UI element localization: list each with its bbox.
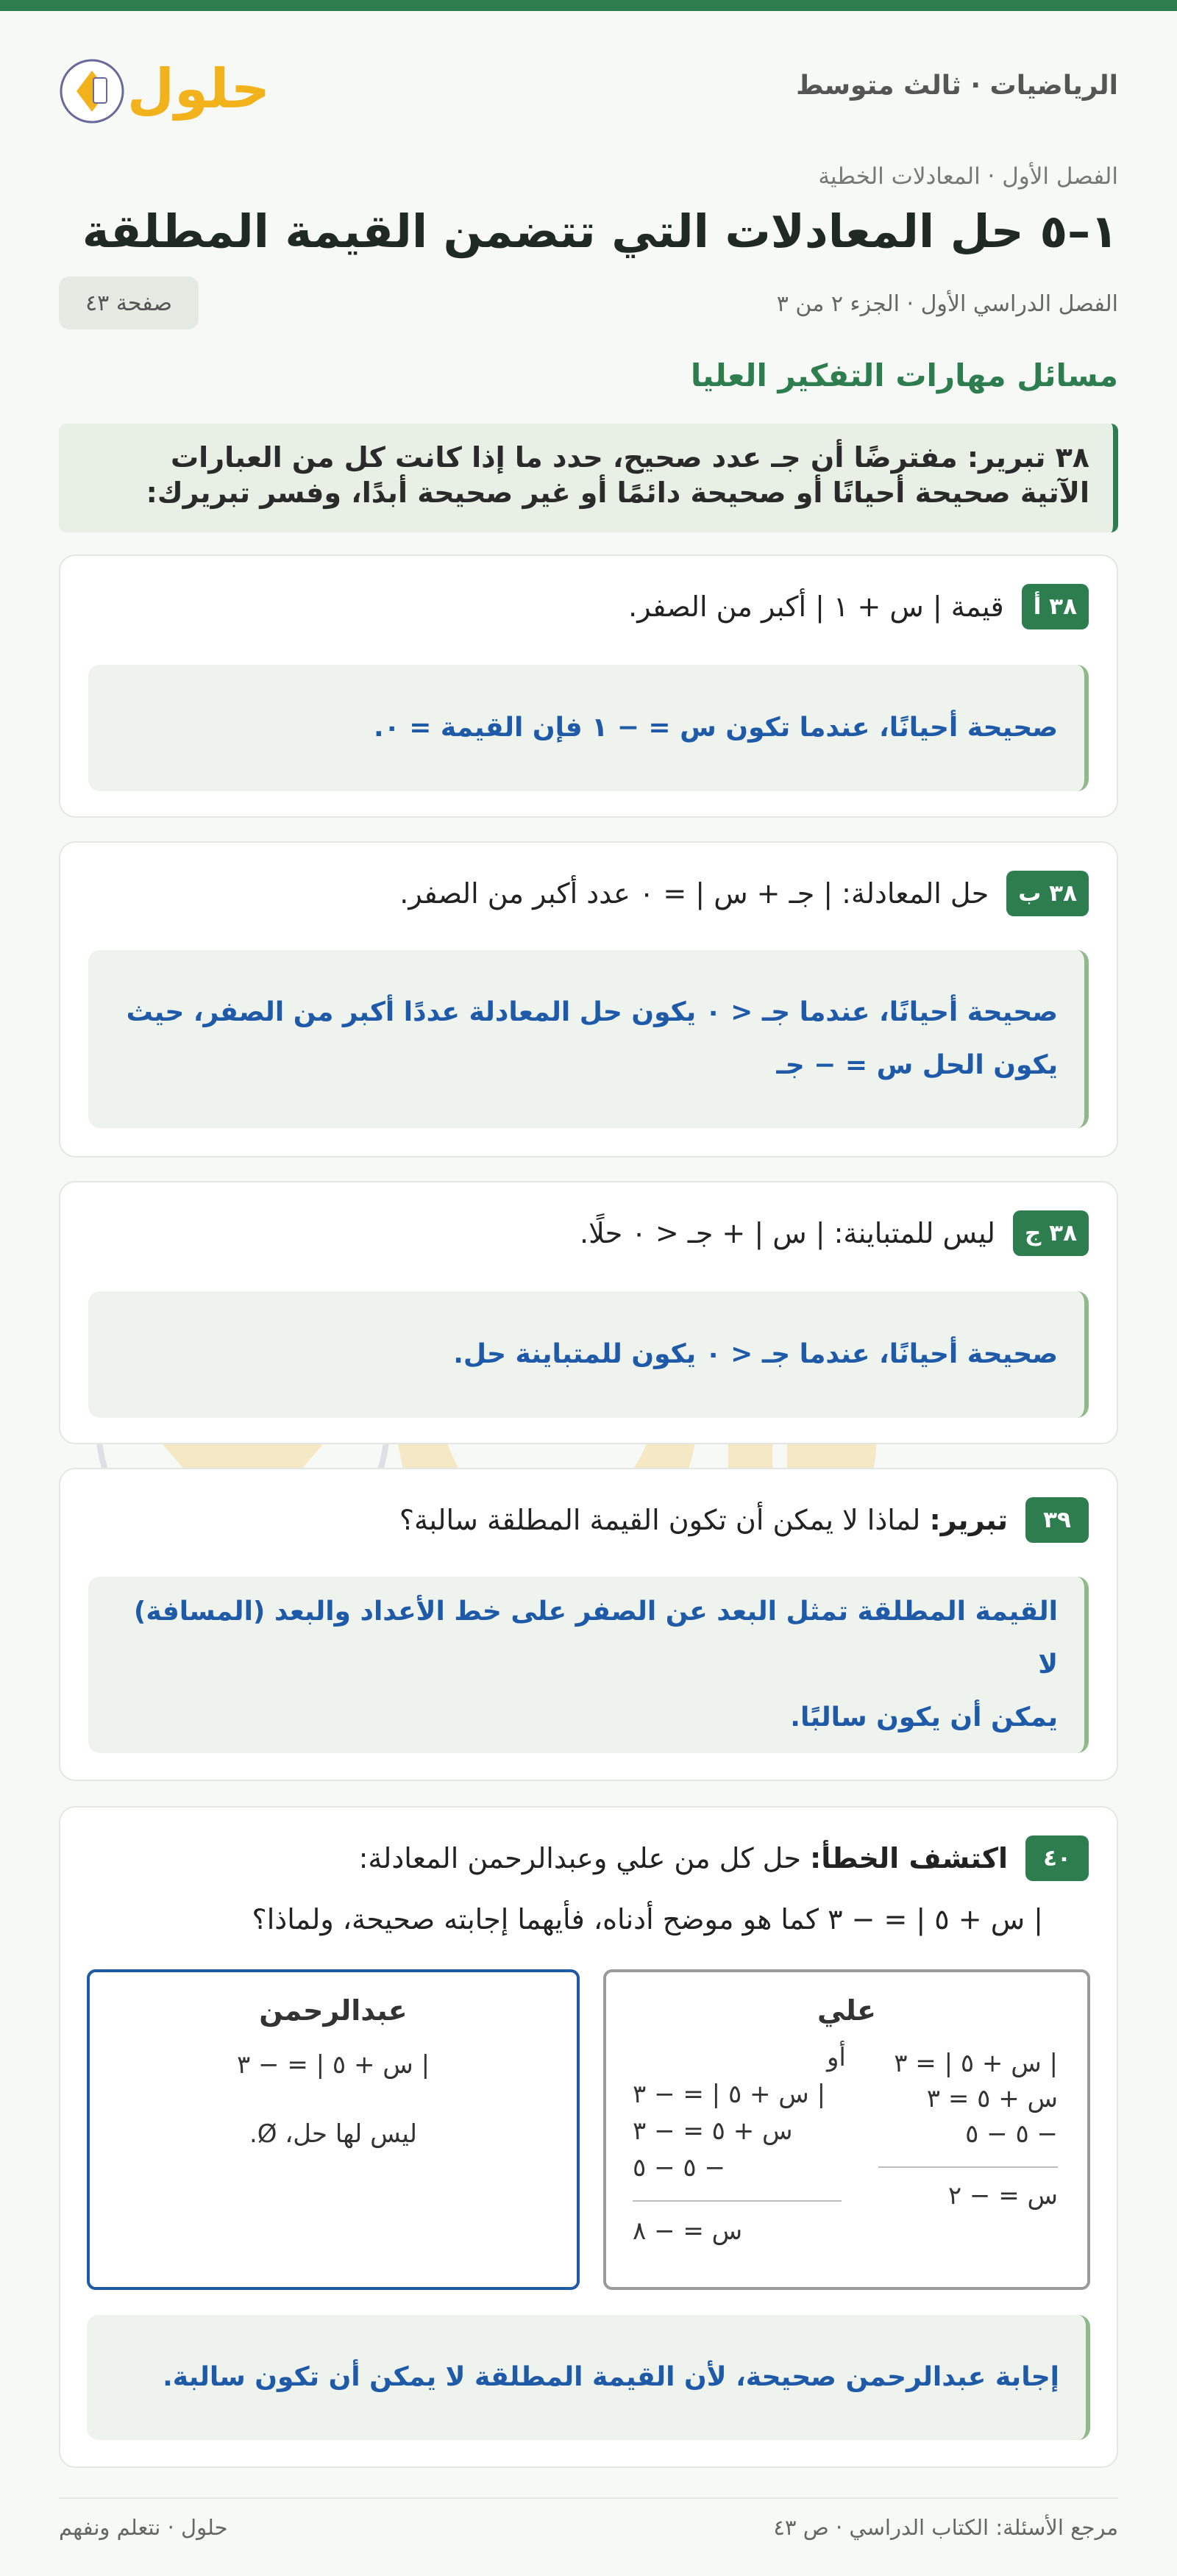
intro-line-1: ٣٨ تبرير: مفترضًا أن جـ عدد صحيح، حدد ما إذا كانت كل من العبارات (171, 441, 1089, 474)
math-line: | س + ٥ | = ٣ (894, 2049, 1058, 2078)
solution-box-ali (603, 1969, 1090, 2290)
answer-line: صحيحة أحيانًا، عندما تكون س = − ١ فإن القيمة = ٠. (374, 713, 1058, 743)
question-number-badge: ٣٩ (1025, 1497, 1089, 1543)
question-body: لماذا لا يمكن أن تكون القيمة المطلقة سالبة؟ (399, 1504, 921, 1536)
question-card-39 (59, 1468, 1118, 1781)
divider (633, 2200, 842, 2202)
answer-box (88, 1291, 1089, 1418)
question-number-badge: ٣٨ ج (1013, 1210, 1089, 1256)
answer-box (88, 665, 1089, 791)
footer-reference: مرجع الأسئلة: الكتاب الدراسي · ص ٤٣ (773, 2515, 1118, 2540)
math-line: − ٥ − ٥ (633, 2153, 725, 2183)
footer-brand: حلول · نتعلم ونفهم (59, 2515, 228, 2540)
question-number-badge: ٣٨ أ (1022, 584, 1089, 629)
question-card-38c (59, 1181, 1118, 1444)
question-number-badge: ٣٨ ب (1006, 871, 1089, 916)
chapter-label: الفصل الأول · المعادلات الخطية (818, 163, 1118, 190)
question-38-intro (59, 424, 1118, 532)
top-accent-bar (0, 0, 1177, 11)
math-line: − ٥ − ٥ (965, 2119, 1058, 2149)
page-header (59, 46, 1118, 134)
question-equation-line: | س + ٥ | = − ٣ كما هو موضح أدناه، فأيهما إجابته صحيحة، ولماذا؟ (252, 1903, 1043, 1935)
math-line: | س + ٥ | = − ٣ (236, 2050, 430, 2080)
student-name: علي (817, 1994, 876, 2027)
page-title: ١–٥ حل المعادلات التي تتضمن القيمة المطلقة (82, 204, 1118, 258)
answer-box (88, 950, 1089, 1128)
divider (878, 2166, 1058, 2168)
answer-line: يمكن أن يكون سالبًا. (790, 1702, 1058, 1733)
math-line: س = − ٨ (633, 2216, 743, 2246)
answer-line: إجابة عبدالرحمن صحيحة، لأن القيمة المطلقة لا يمكن أن تكون سالبة. (163, 2362, 1059, 2392)
question-text (359, 1842, 1008, 1874)
intro-line-2: الآتية صحيحة أحيانًا أو صحيحة دائمًا أو غير صحيحة أبدًا، وفسر تبريرك: (146, 477, 1089, 509)
answer-line: القيمة المطلقة تمثل البعد عن الصفر على خط الأعداد والبعد (المسافة) لا (133, 1596, 1058, 1680)
solution-box-abdulrahman (87, 1969, 580, 2290)
question-text: ليس للمتباينة: | س | + جـ < ٠ حلًا. (579, 1217, 996, 1249)
student-name: عبدالرحمن (259, 1994, 408, 2027)
question-text (399, 1504, 1008, 1536)
question-body: حل كل من علي وعبدالرحمن المعادلة: (358, 1842, 801, 1874)
math-line: | س + ٥ | = − ٣ (633, 2080, 826, 2109)
subject-label: الرياضيات · ثالث متوسط (796, 71, 1118, 101)
logo-text: حلول (127, 57, 271, 121)
answer-box-40 (87, 2315, 1090, 2440)
answer-box (88, 1577, 1089, 1753)
math-line: س + ٥ = − ٣ (633, 2116, 793, 2146)
no-solution-note: ليس لها حل، Ø. (249, 2119, 418, 2149)
question-text: حل المعادلة: | جـ + س | = ٠ عدد أكبر من الصفر. (399, 877, 989, 910)
question-label: تبرير: (929, 1504, 1008, 1536)
hulool-logo[interactable] (59, 46, 272, 134)
answer-line: صحيحة أحيانًا، عندما جـ < ٠ يكون حل المعادلة عددًا أكبر من الصفر، حيث (126, 997, 1058, 1027)
question-label: اكتشف الخطأ: (810, 1842, 1008, 1874)
footer-divider (59, 2497, 1118, 2499)
answer-line: يكون الحل س = − جـ (776, 1050, 1058, 1080)
answer-line: صحيحة أحيانًا، عندما جـ < ٠ يكون للمتباينة حل. (453, 1339, 1058, 1369)
question-card-38b (59, 841, 1118, 1157)
or-label: أو (827, 2043, 846, 2072)
question-card-38a (59, 554, 1118, 818)
section-title: مسائل مهارات التفكير العليا (690, 357, 1118, 393)
math-line: س + ٥ = ٣ (926, 2084, 1058, 2113)
math-line: س = − ٢ (947, 2181, 1058, 2211)
question-text: قيمة | س + ١ | أكبر من الصفر. (628, 591, 1004, 623)
term-label: الفصل الدراسي الأول · الجزء ٢ من ٣ (776, 291, 1118, 317)
page-number-badge: صفحة ٤٣ (59, 276, 199, 329)
question-number-badge: ٤٠ (1025, 1835, 1089, 1881)
